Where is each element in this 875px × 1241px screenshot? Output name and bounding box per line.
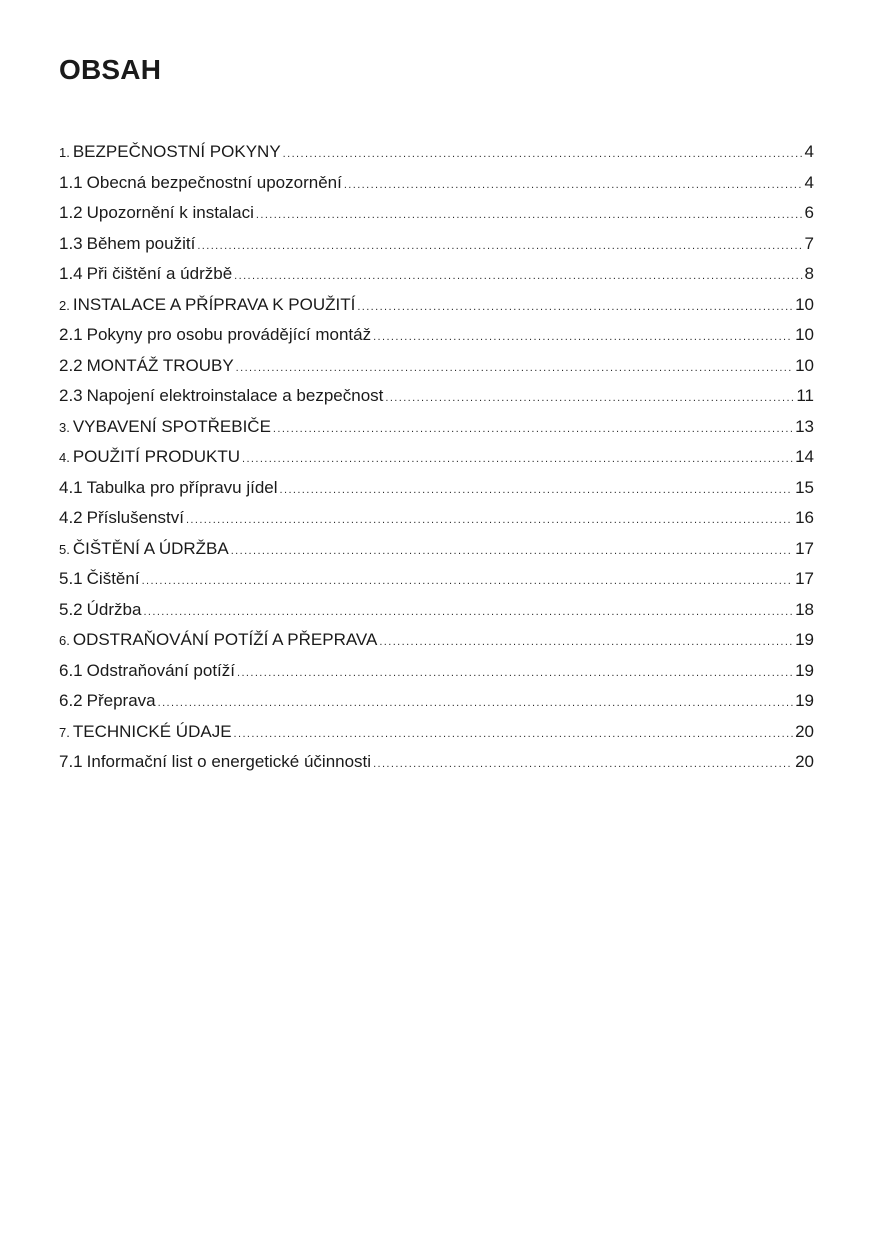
toc-entry-label: ČIŠTĚNÍ A ÚDRŽBA — [72, 538, 229, 558]
toc-entry-page: 20 — [795, 752, 814, 771]
toc-entry-label: Upozornění k instalaci — [86, 203, 254, 222]
toc-dot-leader — [197, 231, 802, 262]
toc-entry-page: 4 — [804, 172, 814, 192]
toc-entry-page: 10 — [795, 294, 814, 314]
toc-entry-label: Obecná bezpečnostní upozornění — [86, 172, 342, 192]
toc-entry-number: 5.2 — [59, 599, 83, 619]
page-title: OBSAH — [59, 54, 162, 85]
toc-entry-page: 14 — [795, 447, 814, 466]
toc-dot-leader — [379, 627, 793, 658]
toc-entry-number: 2.3 — [59, 386, 83, 405]
toc-entry-page: 4 — [804, 142, 814, 161]
toc-entry-number: 7.1 — [59, 752, 83, 771]
toc-entry-7[interactable] — [59, 717, 814, 748]
toc-entry-number: 2.1 — [59, 325, 83, 344]
toc-dot-leader — [236, 353, 793, 384]
toc-dot-leader — [158, 688, 793, 719]
toc-entry-page: 6 — [804, 203, 814, 222]
toc-entry-page: 13 — [795, 416, 814, 436]
toc-entry-number: 4.2 — [59, 508, 83, 527]
toc-entry-2-3[interactable] — [59, 381, 814, 412]
toc-entry-2-2[interactable] — [59, 351, 814, 382]
toc-entry-label: TECHNICKÉ ÚDAJE — [72, 721, 232, 741]
toc-entry-1[interactable] — [59, 137, 814, 168]
toc-entry-page: 16 — [795, 508, 814, 527]
toc-entry-page: 20 — [795, 721, 814, 741]
toc-entry-4-2[interactable] — [59, 503, 814, 534]
toc-entry-page: 10 — [795, 355, 814, 375]
toc-entry-label: POUŽITÍ PRODUKTU — [72, 447, 241, 466]
toc-entry-number: 4. — [59, 450, 70, 465]
toc-entry-page: 11 — [796, 386, 814, 405]
toc-dot-leader — [273, 414, 793, 445]
toc-dot-leader — [283, 139, 803, 170]
toc-entry-6[interactable] — [59, 625, 814, 656]
toc-entry-page: 7 — [804, 233, 814, 253]
toc-entry-page: 19 — [795, 660, 814, 680]
toc-dot-leader — [234, 719, 794, 750]
toc-entry-page: 15 — [795, 477, 814, 497]
toc-dot-leader — [186, 505, 793, 536]
toc-dot-leader — [231, 536, 793, 567]
toc-entry-7-1[interactable] — [59, 747, 814, 778]
toc-entry-page: 17 — [795, 538, 814, 558]
toc-entry-6-1[interactable] — [59, 656, 814, 687]
toc-entry-page: 18 — [795, 599, 814, 619]
toc-entry-page: 19 — [795, 630, 814, 649]
toc-entry-number: 4.1 — [59, 477, 83, 497]
toc-dot-leader — [344, 170, 803, 201]
toc-entry-label: Odstraňování potíží — [86, 660, 236, 680]
toc-dot-leader — [256, 200, 803, 231]
toc-entry-label: INSTALACE A PŘÍPRAVA K POUŽITÍ — [72, 294, 356, 314]
toc-entry-1-2[interactable] — [59, 198, 814, 229]
toc-entry-label: ODSTRAŇOVÁNÍ POTÍŽÍ A PŘEPRAVA — [72, 630, 378, 649]
toc-entry-1-3[interactable] — [59, 229, 814, 260]
toc-dot-leader — [242, 444, 793, 475]
toc-entry-2-1[interactable] — [59, 320, 814, 351]
toc-entry-number: 7. — [59, 724, 70, 740]
toc-entry-5-2[interactable] — [59, 595, 814, 626]
toc-entry-label: Tabulka pro přípravu jídel — [86, 477, 278, 497]
toc-dot-leader — [373, 322, 793, 353]
toc-dot-leader — [385, 383, 794, 414]
toc-dot-leader — [373, 749, 793, 780]
toc-entry-1-4[interactable] — [59, 259, 814, 290]
toc-entry-number: 1.4 — [59, 264, 83, 283]
toc-entry-page: 8 — [804, 264, 814, 283]
toc-entry-number: 1.2 — [59, 203, 83, 222]
toc-dot-leader — [357, 292, 793, 323]
toc-entry-number: 6.1 — [59, 660, 83, 680]
toc-entry-2[interactable] — [59, 290, 814, 321]
toc-entry-number: 6.2 — [59, 691, 83, 710]
toc-entry-label: Během použití — [86, 233, 196, 253]
toc-entry-number: 2.2 — [59, 355, 83, 375]
toc-entry-4-1[interactable] — [59, 473, 814, 504]
toc-dot-leader — [234, 261, 802, 292]
toc-dot-leader — [237, 658, 793, 689]
toc-entry-6-2[interactable] — [59, 686, 814, 717]
toc-entry-page: 17 — [795, 569, 814, 588]
toc-entry-label: VYBAVENÍ SPOTŘEBIČE — [72, 416, 271, 436]
toc-entry-number: 1.3 — [59, 233, 83, 253]
toc-entry-label: Napojení elektroinstalace a bezpečnost — [86, 386, 384, 405]
toc-entry-label: Pokyny pro osobu provádějící montáž — [86, 325, 372, 344]
toc-entry-3[interactable] — [59, 412, 814, 443]
toc-entry-number: 1.1 — [59, 172, 83, 192]
toc-entry-label: Čištění — [86, 569, 140, 588]
toc-entry-label: Informační list o energetické účinnosti — [86, 752, 372, 771]
toc-entry-page: 10 — [795, 325, 814, 344]
toc-entry-number: 5. — [59, 541, 70, 557]
toc-entry-number: 1. — [59, 145, 70, 160]
toc-entry-number: 2. — [59, 297, 70, 313]
toc-entry-page: 19 — [795, 691, 814, 710]
toc-dot-leader — [280, 475, 794, 506]
toc-entry-label: Přeprava — [86, 691, 156, 710]
toc-entry-number: 6. — [59, 633, 70, 648]
toc-entry-4[interactable] — [59, 442, 814, 473]
toc-dot-leader — [142, 566, 794, 597]
toc-entry-5-1[interactable] — [59, 564, 814, 595]
toc-entry-label: Příslušenství — [86, 508, 184, 527]
toc-entry-label: BEZPEČNOSTNÍ POKYNY — [72, 142, 281, 161]
toc-entry-label: MONTÁŽ TROUBY — [86, 355, 234, 375]
toc-entry-label: Údržba — [86, 599, 142, 619]
toc-dot-leader — [143, 597, 793, 628]
toc-entry-1-1[interactable] — [59, 168, 814, 199]
toc-entry-label: Při čištění a údržbě — [86, 264, 233, 283]
toc-entry-number: 5.1 — [59, 569, 83, 588]
toc-entry-number: 3. — [59, 419, 70, 435]
table-of-contents — [59, 137, 814, 778]
toc-entry-5[interactable] — [59, 534, 814, 565]
